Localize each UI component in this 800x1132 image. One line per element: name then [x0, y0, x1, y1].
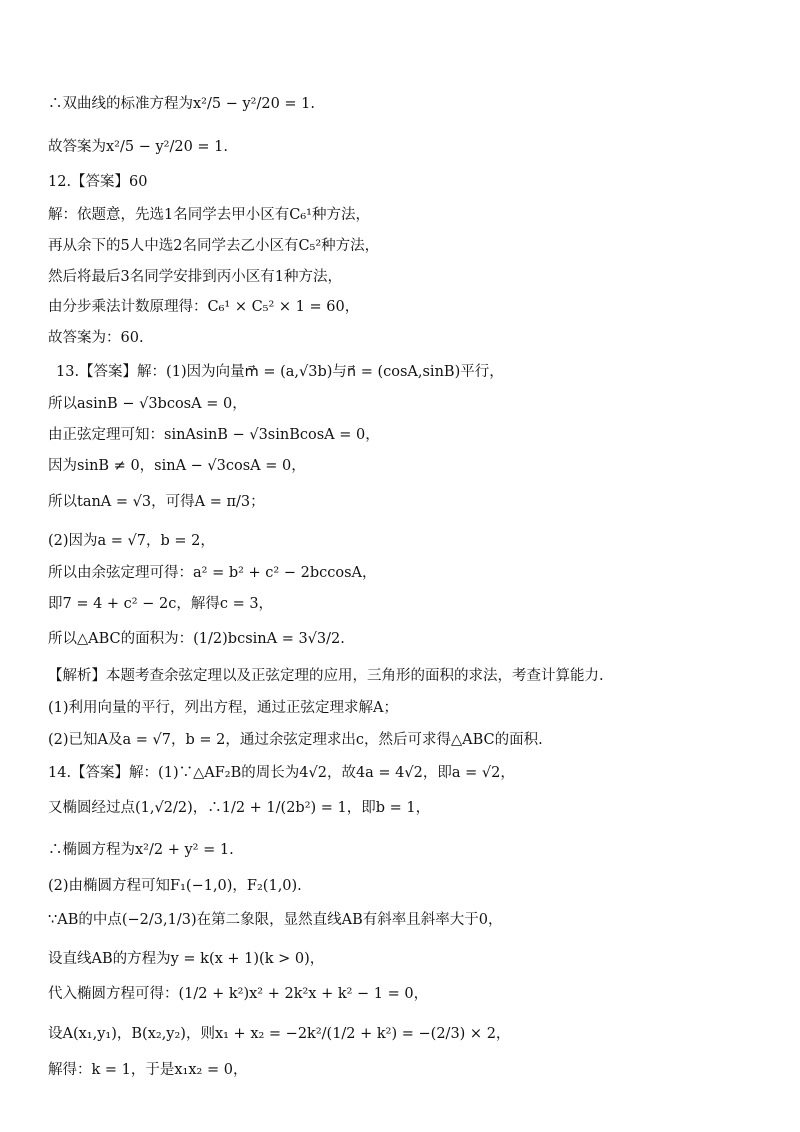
text-line: (2)因为a = √7，b = 2， — [48, 533, 215, 549]
text-line: 代入椭圆方程可得：(1/2 + k²)x² + 2k²x + k² − 1 = 0， — [48, 986, 429, 1002]
text-line: ∴双曲线的标准方程为x²/5 − y²/20 = 1. — [48, 96, 316, 112]
text-line: 又椭圆经过点(1,√2/2)，∴1/2 + 1/(2b²) = 1，即b = 1， — [48, 800, 431, 816]
text-line: 所以由余弦定理可得：a² = b² + c² − 2bccosA， — [48, 565, 377, 581]
text-line: 然后将最后3名同学安排到丙小区有1种方法， — [48, 269, 342, 285]
text-line: ∴椭圆方程为x²/2 + y² = 1. — [48, 842, 234, 858]
text-line: 设A(x₁,y₁)，B(x₂,y₂)，则x₁ + x₂ = −2k²/(1/2 + k²) = −(2/3) × 2， — [48, 1026, 511, 1042]
text-line: 再从余下的5人中选2名同学去乙小区有C₅²种方法， — [48, 238, 380, 254]
text-line: ∵AB的中点(−2/3,1/3)在第二象限，显然直线AB有斜率且斜率大于0， — [48, 912, 503, 928]
text-line: 所以asinB − √3bcosA = 0， — [48, 396, 247, 412]
text-line: (1)利用向量的平行，列出方程，通过正弦定理求解A； — [48, 700, 399, 716]
text-line: 解得：k = 1，于是x₁x₂ = 0， — [48, 1062, 248, 1078]
text-line: 因为sinB ≠ 0，sinA − √3cosA = 0， — [48, 458, 306, 474]
text-line: 13.【答案】解：(1)因为向量m⃗ = (a,√3b)与n⃗ = (cosA,sinB)平行， — [56, 364, 504, 380]
text-line: (2)已知A及a = √7，b = 2，通过余弦定理求出c，然后可求得△ABC的面积. — [48, 732, 543, 748]
text-line: 由正弦定理可知：sinAsinB − √3sinBcosA = 0， — [48, 427, 380, 443]
text-line: 所以tanA = √3，可得A = π/3； — [48, 494, 265, 510]
text-line: 【解析】本题考查余弦定理以及正弦定理的应用，三角形的面积的求法，考查计算能力. — [48, 668, 604, 684]
text-line: (2)由椭圆方程可知F₁(−1,0)，F₂(1,0). — [48, 878, 302, 894]
text-line: 所以△ABC的面积为：(1/2)bcsinA = 3√3/2. — [48, 631, 345, 647]
text-line: 设直线AB的方程为y = k(x + 1)(k > 0)， — [48, 951, 325, 967]
text-line: 由分步乘法计数原理得：C₆¹ × C₅² × 1 = 60， — [48, 299, 360, 315]
text-line: 故答案为x²/5 − y²/20 = 1. — [48, 139, 229, 155]
text-line: 故答案为：60. — [48, 330, 144, 346]
text-line: 解：依题意，先选1名同学去甲小区有C₆¹种方法， — [48, 207, 370, 223]
text-line: 14.【答案】解：(1)∵△AF₂B的周长为4√2，故4a = 4√2，即a = √2， — [48, 765, 515, 781]
text-line: 即7 = 4 + c² − 2c，解得c = 3， — [48, 596, 274, 612]
text-line: 12.【答案】60 — [48, 174, 148, 190]
